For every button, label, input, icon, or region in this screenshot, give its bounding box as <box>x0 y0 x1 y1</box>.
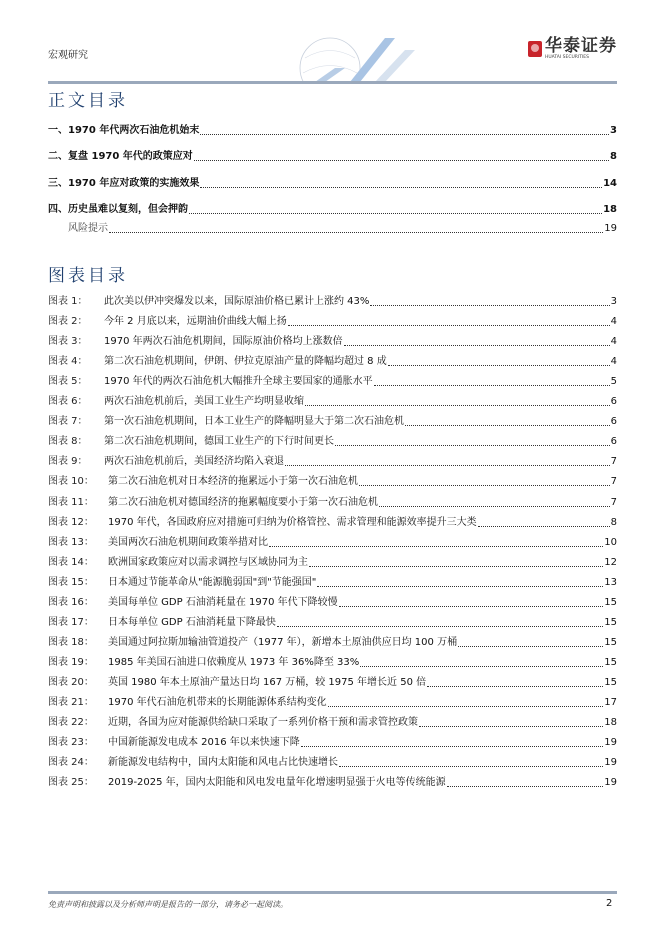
figure-entry[interactable] <box>48 577 617 589</box>
figure-entry[interactable] <box>48 617 617 629</box>
figure-page: 17 <box>604 697 617 708</box>
figure-page: 8 <box>610 516 617 528</box>
figure-page: 4 <box>610 316 617 328</box>
figure-entry[interactable] <box>48 296 617 308</box>
figure-label: 日本通过节能革命从"能源脆弱国"到"节能强国" <box>108 576 317 588</box>
figure-number: 图表 11： <box>48 496 94 508</box>
figure-number: 图表 6： <box>48 396 88 408</box>
figure-entry[interactable] <box>48 677 617 689</box>
figure-entry[interactable] <box>48 537 617 549</box>
figure-entry[interactable] <box>48 336 617 348</box>
leader-dots <box>405 425 610 426</box>
figure-page: 15 <box>604 636 617 648</box>
page-number: 2 <box>606 898 613 909</box>
leader-dots <box>447 786 604 787</box>
figure-label: 1985 年美国石油进口依赖度从 1973 年 36%降至 33% <box>108 656 360 668</box>
figure-number: 图表 10： <box>48 476 94 488</box>
figure-label: 英国 1980 年本土原油产量达日均 167 万桶，较 1975 年增长近 50 倍 <box>108 676 427 688</box>
figure-page: 7 <box>610 476 617 488</box>
leader-dots <box>269 546 603 547</box>
figure-number: 图表 3： <box>48 336 88 348</box>
figure-page: 6 <box>610 416 617 428</box>
figure-page: 6 <box>610 396 617 408</box>
figure-number: 图表 1： <box>48 296 88 307</box>
figure-label: 两次石油危机前后，美国工业生产均明显收缩 <box>104 396 304 408</box>
figure-label: 今年 2 月底以来，远期油价曲线大幅上扬 <box>104 316 287 328</box>
figure-page: 19 <box>604 757 617 769</box>
leader-dots <box>200 187 602 188</box>
toc-entry[interactable] <box>48 178 617 190</box>
figure-label: 两次石油危机前后，美国经济均陷入衰退 <box>104 456 284 468</box>
leader-dots <box>339 606 604 607</box>
figure-entry[interactable] <box>48 557 617 569</box>
figure-entry[interactable] <box>48 697 617 709</box>
toc-entry-page: 18 <box>603 204 617 215</box>
figure-entry[interactable] <box>48 757 617 769</box>
figure-number: 图表 20： <box>48 676 94 688</box>
footer-divider <box>48 891 617 894</box>
figure-entry[interactable] <box>48 316 617 328</box>
figure-label: 第二次石油危机对德国经济的拖累幅度要小于第一次石油危机 <box>108 496 378 508</box>
figure-number: 图表 18： <box>48 636 94 648</box>
leader-dots <box>359 485 610 486</box>
figure-page: 15 <box>604 616 617 628</box>
figure-page: 6 <box>610 436 617 448</box>
figure-page: 5 <box>610 376 617 388</box>
leader-dots <box>427 686 603 687</box>
figure-number: 图表 13： <box>48 536 94 548</box>
leader-dots <box>109 232 603 233</box>
toc-entry-label: 三、1970 年应对政策的实施效果 <box>48 178 200 189</box>
figure-label: 美国两次石油危机期间政策举措对比 <box>108 536 268 548</box>
figure-label: 第二次石油危机对日本经济的拖累远小于第一次石油危机 <box>108 476 358 488</box>
leader-dots <box>478 526 610 527</box>
figure-entry[interactable] <box>48 376 617 388</box>
figure-number: 图表 9： <box>48 456 88 468</box>
figure-page: 15 <box>604 676 617 688</box>
figure-label: 此次美以伊冲突爆发以来，国际原油价格已累计上涨约 43% <box>104 296 370 307</box>
toc-entry-label: 二、复盘 1970 年代的政策应对 <box>48 151 193 162</box>
leader-dots <box>277 626 603 627</box>
figure-entry[interactable] <box>48 717 617 729</box>
figure-label: 美国每单位 GDP 石油消耗量在 1970 年代下降较慢 <box>108 596 338 608</box>
header-divider <box>48 81 617 84</box>
figures-title: 图表目录 <box>48 266 128 286</box>
figure-page: 18 <box>604 717 617 729</box>
leader-dots <box>344 345 610 346</box>
figure-entry[interactable] <box>48 356 617 368</box>
figure-label: 欧洲国家政策应对以需求调控与区域协同为主 <box>108 556 308 568</box>
figure-page: 3 <box>610 296 617 307</box>
figure-number: 图表 21： <box>48 697 94 708</box>
toc-entry-page: 14 <box>603 178 617 189</box>
figure-page: 15 <box>604 596 617 608</box>
figure-label: 第二次石油危机期间，德国工业生产的下行时间更长 <box>104 436 334 448</box>
figure-entry[interactable] <box>48 416 617 428</box>
figure-page: 19 <box>604 737 617 749</box>
figure-label: 新能源发电结构中，国内太阳能和风电占比快速增长 <box>108 757 338 769</box>
leader-dots <box>194 160 609 161</box>
figure-page: 7 <box>610 456 617 468</box>
toc-entry-label: 四、历史虽难以复刻，但会押韵 <box>48 204 188 215</box>
figure-label: 1970 年代石油危机带来的长期能源体系结构变化 <box>108 697 327 708</box>
leader-dots <box>328 706 604 707</box>
figure-page: 4 <box>610 356 617 368</box>
figure-number: 图表 7： <box>48 416 88 428</box>
figure-page: 19 <box>604 777 617 789</box>
figure-entry[interactable] <box>48 497 617 509</box>
figure-label: 1970 年代，各国政府应对措施可归纳为价格管控、需求管理和能源效率提升三大类 <box>108 516 477 528</box>
figure-page: 12 <box>604 556 617 568</box>
logo-en: HUATAI SECURITIES <box>545 55 590 60</box>
figure-number: 图表 22： <box>48 717 94 729</box>
leader-dots <box>458 646 603 647</box>
figure-entry[interactable] <box>48 637 617 649</box>
toc-subentry-label: 风险提示 <box>68 223 108 234</box>
figure-label: 第一次石油危机期间，日本工业生产的降幅明显大于第二次石油危机 <box>104 416 404 428</box>
toc-entry[interactable] <box>48 125 617 137</box>
figure-entry[interactable] <box>48 456 617 468</box>
toc-subentry[interactable] <box>48 223 617 235</box>
figure-number: 图表 24： <box>48 757 94 769</box>
huatai-logo <box>528 38 617 61</box>
logo-cn: 华泰证券 <box>545 36 617 56</box>
figure-number: 图表 25： <box>48 777 94 789</box>
leader-dots <box>189 213 602 214</box>
figure-label: 近期，各国为应对能源供给缺口采取了一系列价格干预和需求管控政策 <box>108 717 418 729</box>
figure-label: 第二次石油危机期间，伊朗、伊拉克原油产量的降幅均超过 8 成 <box>104 356 387 368</box>
figure-page: 10 <box>604 536 617 548</box>
toc-entry-page: 3 <box>610 125 617 136</box>
figure-number: 图表 16： <box>48 596 94 608</box>
leader-dots <box>388 365 610 366</box>
leader-dots <box>285 465 610 466</box>
figure-page: 4 <box>610 336 617 348</box>
footer-disclaimer: 免责声明和披露以及分析师声明是报告的一部分，请务必一起阅读。 <box>48 900 288 909</box>
leader-dots <box>305 405 610 406</box>
leader-dots <box>335 445 610 446</box>
leader-dots <box>360 666 603 667</box>
figure-page: 13 <box>604 576 617 588</box>
figure-entry[interactable] <box>48 597 617 609</box>
toc-entry-label: 一、1970 年代两次石油危机始末 <box>48 125 200 136</box>
figure-number: 图表 17： <box>48 616 94 628</box>
leader-dots <box>301 746 603 747</box>
leader-dots <box>374 385 610 386</box>
leader-dots <box>200 134 609 135</box>
figure-number: 图表 5： <box>48 376 88 388</box>
figure-page: 7 <box>610 496 617 508</box>
toc-entry-page: 8 <box>610 151 617 162</box>
figure-entry[interactable] <box>48 436 617 448</box>
leader-dots <box>317 586 603 587</box>
toc-entry[interactable] <box>48 204 617 216</box>
figure-number: 图表 4： <box>48 356 88 368</box>
toc-title: 正文目录 <box>48 91 128 111</box>
figure-entry[interactable] <box>48 396 617 408</box>
figure-entry[interactable] <box>48 517 617 529</box>
logo-mark-icon <box>528 41 542 57</box>
figure-label: 美国通过阿拉斯加输油管道投产（1977 年），新增本土原油供应日均 100 万桶 <box>108 636 458 648</box>
figure-entry[interactable] <box>48 657 617 669</box>
toc-entry[interactable] <box>48 151 617 163</box>
leader-dots <box>419 726 603 727</box>
figure-number: 图表 12： <box>48 516 94 528</box>
figure-number: 图表 19： <box>48 656 94 668</box>
figure-number: 图表 23： <box>48 737 94 749</box>
figure-number: 图表 2： <box>48 316 88 328</box>
figure-label: 2019-2025 年，国内太阳能和风电发电量年化增速明显强于火电等传统能源 <box>108 777 446 789</box>
figure-page: 15 <box>604 656 617 668</box>
leader-dots <box>339 766 603 767</box>
figure-entry[interactable] <box>48 737 617 749</box>
leader-dots <box>288 325 610 326</box>
figure-entry[interactable] <box>48 777 617 789</box>
figure-label: 1970 年两次石油危机期间，国际原油价格均上涨数倍 <box>104 336 343 348</box>
toc-subentry-page: 19 <box>604 223 617 234</box>
figure-label: 日本每单位 GDP 石油消耗量下降最快 <box>108 616 276 628</box>
figure-number: 图表 14： <box>48 556 94 568</box>
figure-label: 1970 年代的两次石油危机大幅推升全球主要国家的通胀水平 <box>104 376 373 388</box>
leader-dots <box>370 305 609 306</box>
figure-entry[interactable] <box>48 476 617 488</box>
header-globe-decoration <box>255 28 445 82</box>
figure-number: 图表 15： <box>48 576 94 588</box>
leader-dots <box>309 566 603 567</box>
figure-number: 图表 8： <box>48 436 88 448</box>
leader-dots <box>379 506 610 507</box>
figure-label: 中国新能源发电成本 2016 年以来快速下降 <box>108 737 300 749</box>
report-category: 宏观研究 <box>48 50 88 61</box>
